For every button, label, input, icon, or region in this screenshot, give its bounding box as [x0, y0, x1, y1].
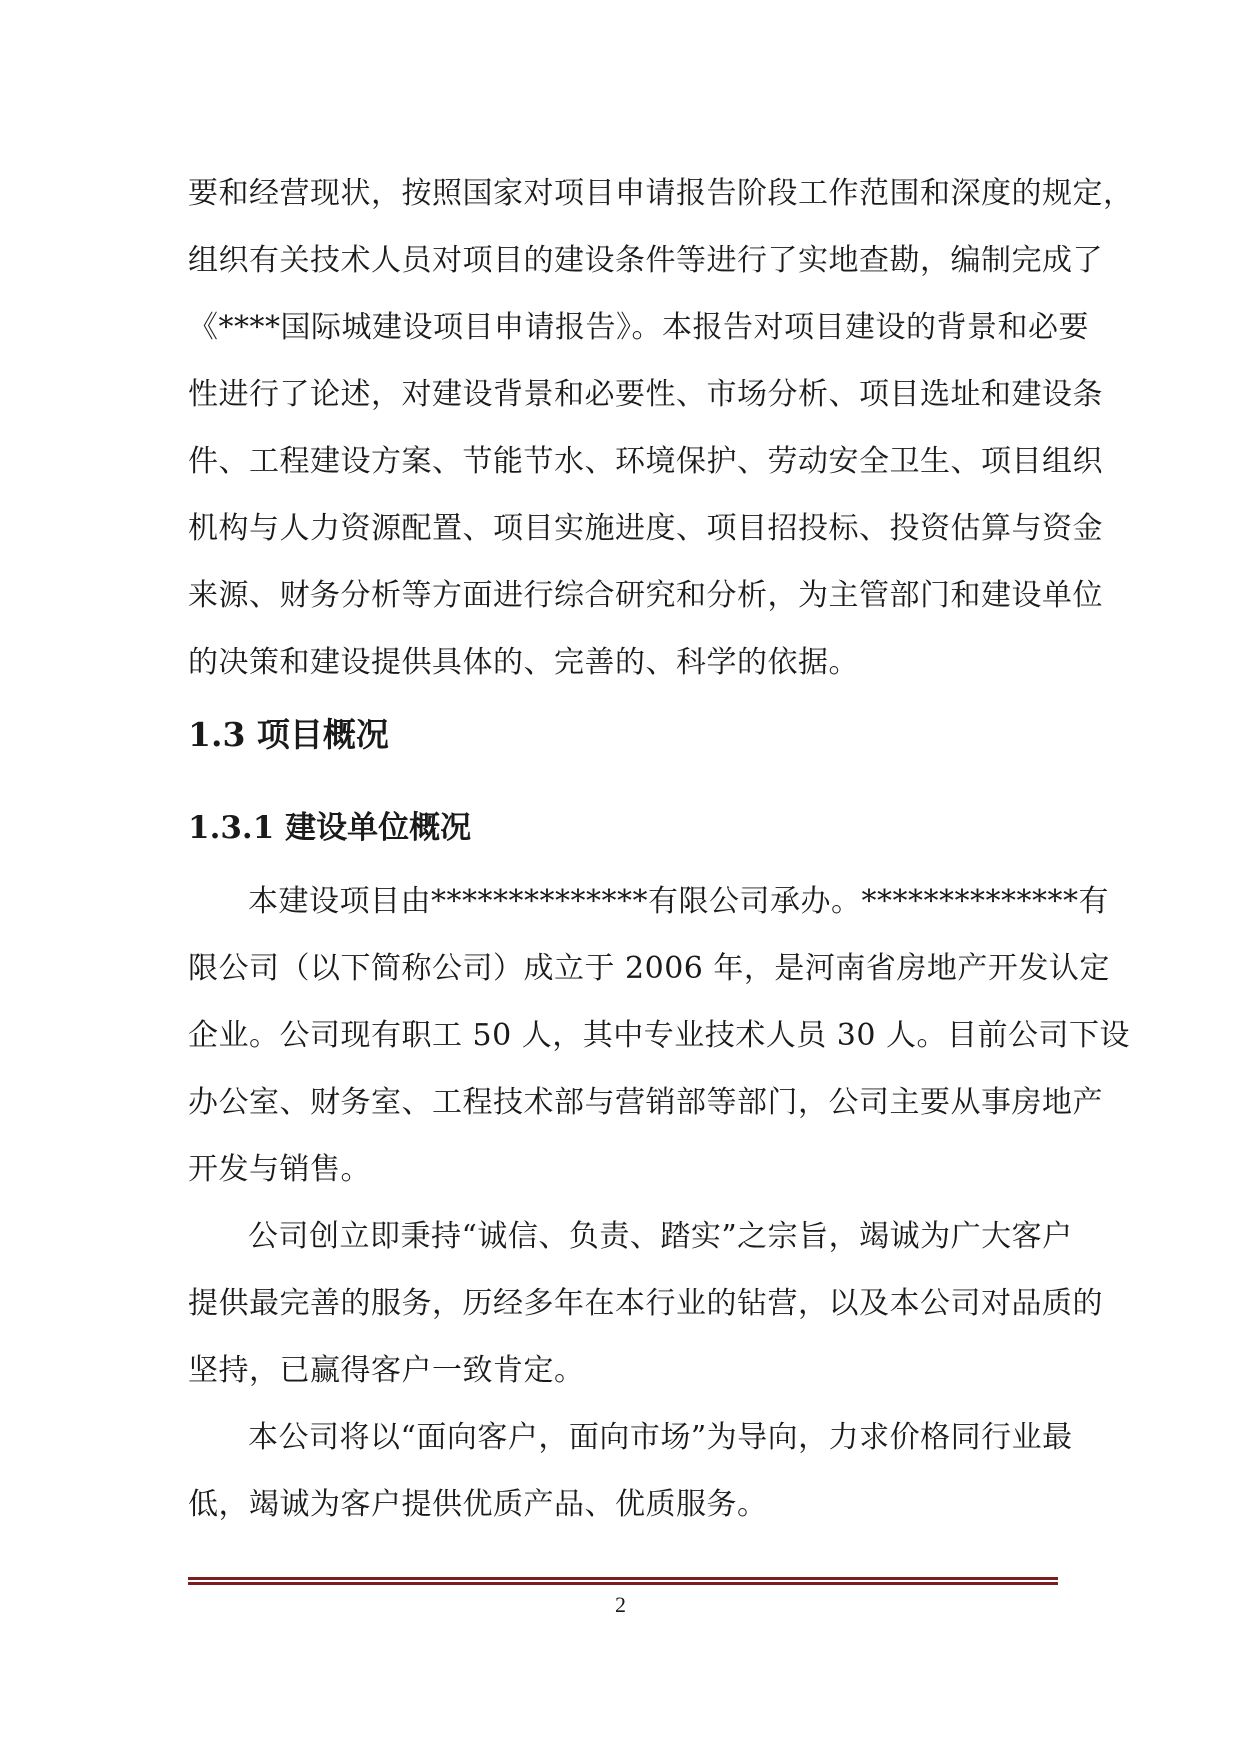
intro-paragraph [188, 160, 1134, 696]
text-line: 要和经营现状，按照国家对项目申请报告阶段工作范围和深度的规定， [188, 176, 1134, 211]
paragraph [188, 160, 1134, 696]
text-line: 性进行了论述，对建设背景和必要性、市场分析、项目选址和建设条 [188, 377, 1103, 412]
text-line: 本公司将以“面向客户，面向市场”为导向，力求价格同行业最 [248, 1420, 1073, 1455]
paragraph [188, 868, 1130, 1203]
text-line: 公司创立即秉持“诚信、负责、踏实”之宗旨，竭诚为广大客户 [248, 1219, 1073, 1254]
text-line: 本建设项目由**************有限公司承办。**************有 [248, 884, 1109, 919]
section-heading: 1.3 项目概况 [188, 715, 389, 754]
company-overview [188, 868, 1130, 1538]
footer-divider [188, 1577, 1058, 1585]
paragraph [188, 1404, 1073, 1538]
footer-rule-line [188, 1577, 1058, 1580]
paragraph [188, 1203, 1103, 1404]
text-line: 企业。公司现有职工 50 人，其中专业技术人员 30 人。目前公司下设 [188, 1018, 1130, 1053]
text-line: 机构与人力资源配置、项目实施进度、项目招投标、投资估算与资金 [188, 511, 1103, 546]
text-line: 的决策和建设提供具体的、完善的、科学的依据。 [188, 645, 859, 680]
text-line: 来源、财务分析等方面进行综合研究和分析，为主管部门和建设单位 [188, 578, 1103, 613]
text-line: 限公司（以下简称公司）成立于 2006 年，是河南省房地产开发认定 [188, 951, 1110, 986]
footer-rule-line [188, 1582, 1058, 1585]
text-line: 低，竭诚为客户提供优质产品、优质服务。 [188, 1487, 768, 1522]
text-line: 办公室、财务室、工程技术部与营销部等部门，公司主要从事房地产 [188, 1085, 1103, 1120]
text-line: 组织有关技术人员对项目的建设条件等进行了实地查勘，编制完成了 [188, 243, 1103, 278]
text-line: 提供最完善的服务，历经多年在本行业的钻营，以及本公司对品质的 [188, 1286, 1103, 1321]
text-line: 《****国际城建设项目申请报告》。本报告对项目建设的背景和必要 [188, 310, 1089, 345]
page-number: 2 [615, 1592, 626, 1617]
text-line: 坚持，已赢得客户一致肯定。 [188, 1353, 585, 1388]
text-line: 开发与销售。 [188, 1152, 371, 1187]
text-line: 件、工程建设方案、节能节水、环境保护、劳动安全卫生、项目组织 [188, 444, 1103, 479]
subsection-heading: 1.3.1 建设单位概况 [188, 810, 472, 846]
